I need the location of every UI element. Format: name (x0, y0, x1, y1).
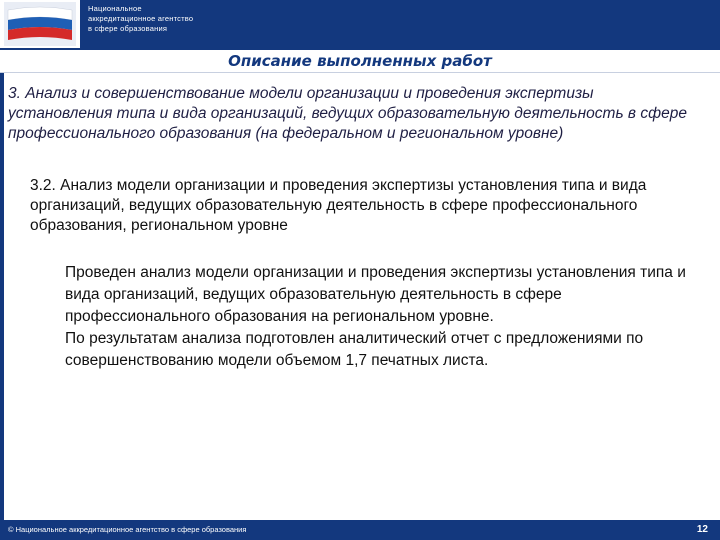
org-name-line: Национальное (88, 4, 142, 13)
body-text (65, 262, 705, 372)
body-paragraph: Проведен анализ модели организации и проведения экспертизы установления типа и вида организаций, ведущих образовательную деятельность в сфере профессионального образования на региональном уровне. (65, 264, 686, 325)
page-number: 12 (696, 524, 708, 535)
section-heading: 3. Анализ и совершенствование модели организации и проведения экспертизы установления типа и вида организаций, ведущих образовательную деятельность в сфере профессионального образования (на федеральном и региональном уровне) (8, 85, 688, 142)
left-accent-bar (0, 50, 4, 520)
body-paragraph: По результатам анализа подготовлен аналитический отчет с предложениями по совершенствованию модели объемом 1,7 печатных листа. (65, 330, 644, 369)
header-bar (0, 0, 720, 50)
russian-flag-logo-icon (4, 2, 76, 46)
footer-bar (0, 520, 720, 540)
org-name-line: в сфере образования (88, 24, 168, 33)
subsection-heading: 3.2. Анализ модели организации и проведения экспертизы установления типа и вида организаций, ведущих образовательную деятельность в сфере профессионального образования, региональном уровне (30, 177, 647, 234)
org-name-line: аккредитационное агентство (88, 14, 194, 23)
footer-copyright: © Национальное аккредитационное агентство в сфере образования (8, 525, 247, 534)
logo (0, 0, 80, 48)
slide-title: Описание выполненных работ (228, 52, 492, 70)
organization-name (88, 4, 308, 34)
slide-title-band (0, 50, 720, 73)
